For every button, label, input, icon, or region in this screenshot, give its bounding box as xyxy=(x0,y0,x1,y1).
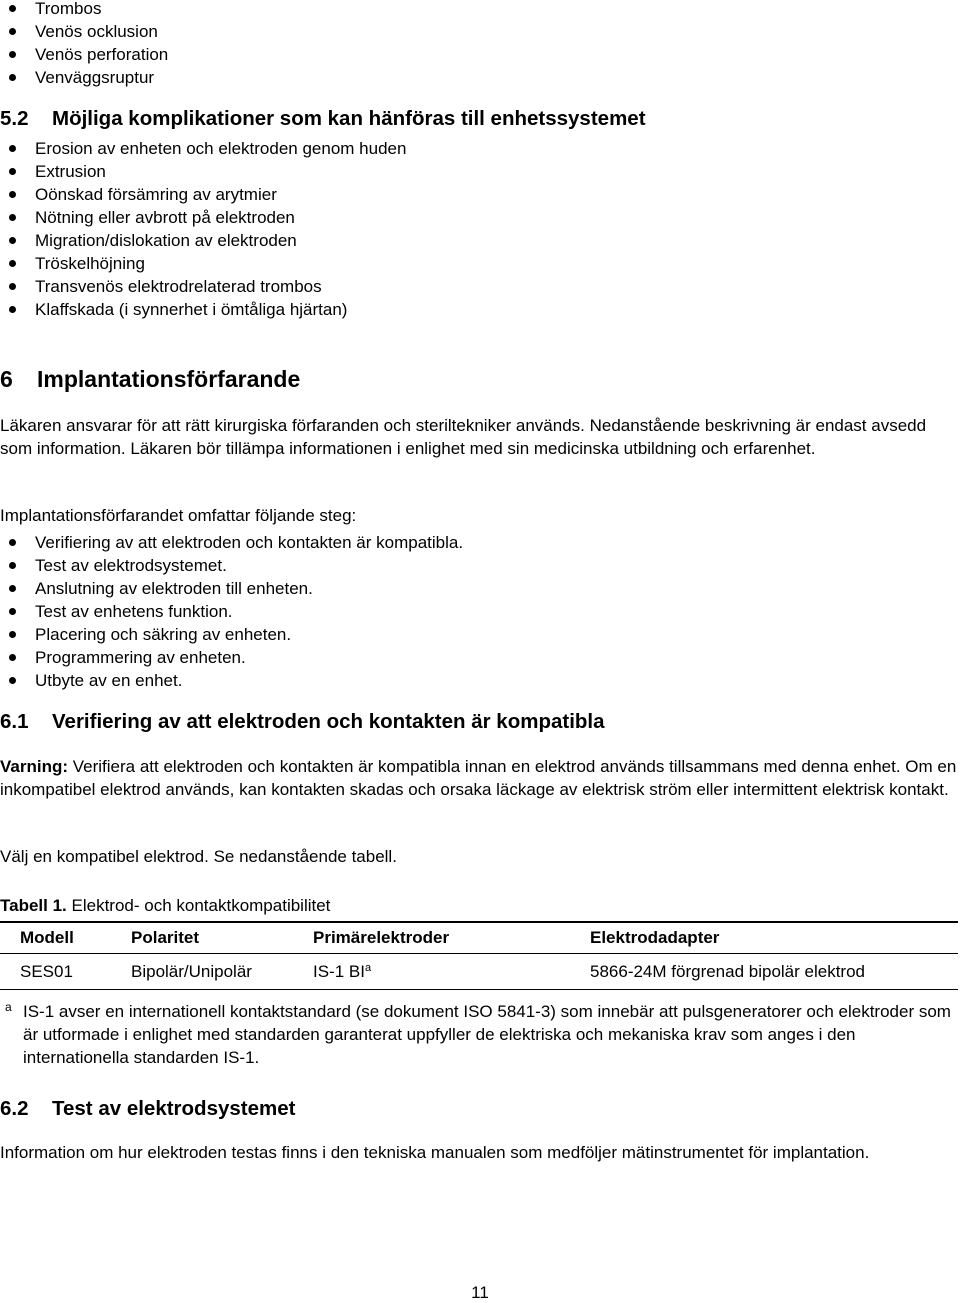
table-cell-adapter: 5866-24M förgrenad bipolär elektrod xyxy=(590,962,866,981)
lead-test-paragraph: Information om hur elektroden testas finns i den tekniska manualen som medföljer mätinstrumentet för implantation. xyxy=(0,1143,870,1162)
section-5-2-heading xyxy=(0,106,646,132)
footnote-mark: a xyxy=(5,1000,12,1014)
bullet-icon xyxy=(9,51,16,58)
bullet-icon xyxy=(9,562,16,569)
list-item: Transvenös elektrodrelaterad trombos xyxy=(0,275,406,298)
table-top-rule xyxy=(0,921,958,923)
section-title: Verifiering av att elektroden och kontakten är kompatibla xyxy=(52,710,605,733)
table-footnote xyxy=(0,1000,960,1069)
bullet-icon xyxy=(9,214,16,221)
bullet-icon xyxy=(9,28,16,35)
bullet-icon xyxy=(9,74,16,81)
list-item: Oönskad försämring av arytmier xyxy=(0,183,406,206)
bullet-icon xyxy=(9,191,16,198)
table-bottom-rule xyxy=(0,989,958,990)
bullet-icon xyxy=(9,631,16,638)
footnote-text: IS-1 avser en internationell kontaktstandard (se dokument ISO 5841-3) som innebär att pulsgeneratorer och elektroder som är utformade i enlighet med standarden garanterat uppfyller de elektriska och mekaniska krav som anges i den internationella standarden IS-1. xyxy=(23,1002,951,1067)
list-item: Utbyte av en enhet. xyxy=(0,669,463,692)
bullet-icon xyxy=(9,306,16,313)
bullet-icon xyxy=(9,283,16,290)
section-title: Test av elektrodsystemet xyxy=(52,1097,296,1120)
section-number: 6.2 xyxy=(0,1097,29,1120)
warning-text: Verifiera att elektroden och kontakten är kompatibla innan en elektrod används tillsammans med denna enhet. Om en inkompatibel elektrod används, kan kontakten skadas och orsaka läckage av elektrisk ström eller intermittent elektrisk kontakt. xyxy=(0,757,957,799)
list-item: Placering och säkring av enheten. xyxy=(0,623,463,646)
column-header-primary-leads: Primärelektroder xyxy=(313,928,450,947)
section-6-heading xyxy=(0,365,300,393)
implantation-steps-list xyxy=(0,531,463,692)
table-header-row xyxy=(0,926,958,950)
table-cell-primary: IS-1 $BI^a$ xyxy=(313,962,372,981)
column-header-polarity: Polaritet xyxy=(131,928,200,947)
warning-label: Varning: xyxy=(0,757,69,776)
list-item: Verifiering av att elektroden och kontakten är kompatibla. xyxy=(0,531,463,554)
list-item: Trombos xyxy=(0,0,168,20)
list-item: Venväggsruptur xyxy=(0,66,168,89)
complications-list-continued xyxy=(0,0,168,89)
bullet-icon xyxy=(9,5,16,12)
section-title: Implantationsförfarande xyxy=(37,366,301,392)
page-number: 11 xyxy=(471,1283,489,1302)
list-item: Migration/dislokation av elektroden xyxy=(0,229,406,252)
list-item: Erosion av enheten och elektroden genom huden xyxy=(0,137,406,160)
implantation-intro-paragraph: Läkaren ansvarar för att rätt kirurgiska förfaranden och steriltekniker används. Nedanstående beskrivning är endast avsedd som information. Läkaren bör tillämpa informationen i enlighet med sin medicinska utbildning och erfarenhet. xyxy=(0,416,927,458)
table-caption-label: Tabell 1. xyxy=(0,896,67,915)
section-6-1-heading xyxy=(0,709,605,735)
list-item: Extrusion xyxy=(0,160,406,183)
list-item: Test av enhetens funktion. xyxy=(0,600,463,623)
section-title: Möjliga komplikationer som kan hänföras till enhetssystemet xyxy=(52,107,646,130)
select-lead-paragraph: Välj en kompatibel elektrod. Se nedanstående tabell. xyxy=(0,847,397,866)
section-number: 6.1 xyxy=(0,710,29,733)
bullet-icon xyxy=(9,168,16,175)
table-caption-text: Elektrod- och kontaktkompatibilitet xyxy=(71,896,331,915)
list-item: Tröskelhöjning xyxy=(0,252,406,275)
steps-intro-paragraph: Implantationsförfarandet omfattar följande steg: xyxy=(0,506,357,525)
bullet-icon xyxy=(9,585,16,592)
bullet-icon xyxy=(9,677,16,684)
device-complications-list xyxy=(0,137,406,321)
bullet-icon xyxy=(9,237,16,244)
footnote-reference: a xyxy=(364,962,372,974)
column-header-model: Modell xyxy=(20,928,74,947)
list-item: Programmering av enheten. xyxy=(0,646,463,669)
list-item: Venös perforation xyxy=(0,43,168,66)
list-item: Anslutning av elektroden till enheten. xyxy=(0,577,463,600)
bullet-icon xyxy=(9,145,16,152)
table-cell-model: SES01 xyxy=(20,962,73,981)
list-item: Test av elektrodsystemet. xyxy=(0,554,463,577)
table-caption xyxy=(0,894,330,917)
bullet-icon xyxy=(9,539,16,546)
table-header-rule xyxy=(0,953,958,954)
table-cell-polarity: Bipolär/Unipolär xyxy=(131,962,252,981)
warning-paragraph xyxy=(0,755,960,801)
list-item: Nötning eller avbrott på elektroden xyxy=(0,206,406,229)
list-item: Venös ocklusion xyxy=(0,20,168,43)
column-header-lead-adapter: Elektrodadapter xyxy=(590,928,720,947)
section-number: 6 xyxy=(0,366,13,392)
bullet-icon xyxy=(9,260,16,267)
table-row xyxy=(0,960,958,984)
bullet-icon xyxy=(9,654,16,661)
section-number: 5.2 xyxy=(0,107,29,130)
bullet-icon xyxy=(9,608,16,615)
list-item: Klaffskada (i synnerhet i ömtåliga hjärtan) xyxy=(0,298,406,321)
section-6-2-heading xyxy=(0,1096,295,1122)
